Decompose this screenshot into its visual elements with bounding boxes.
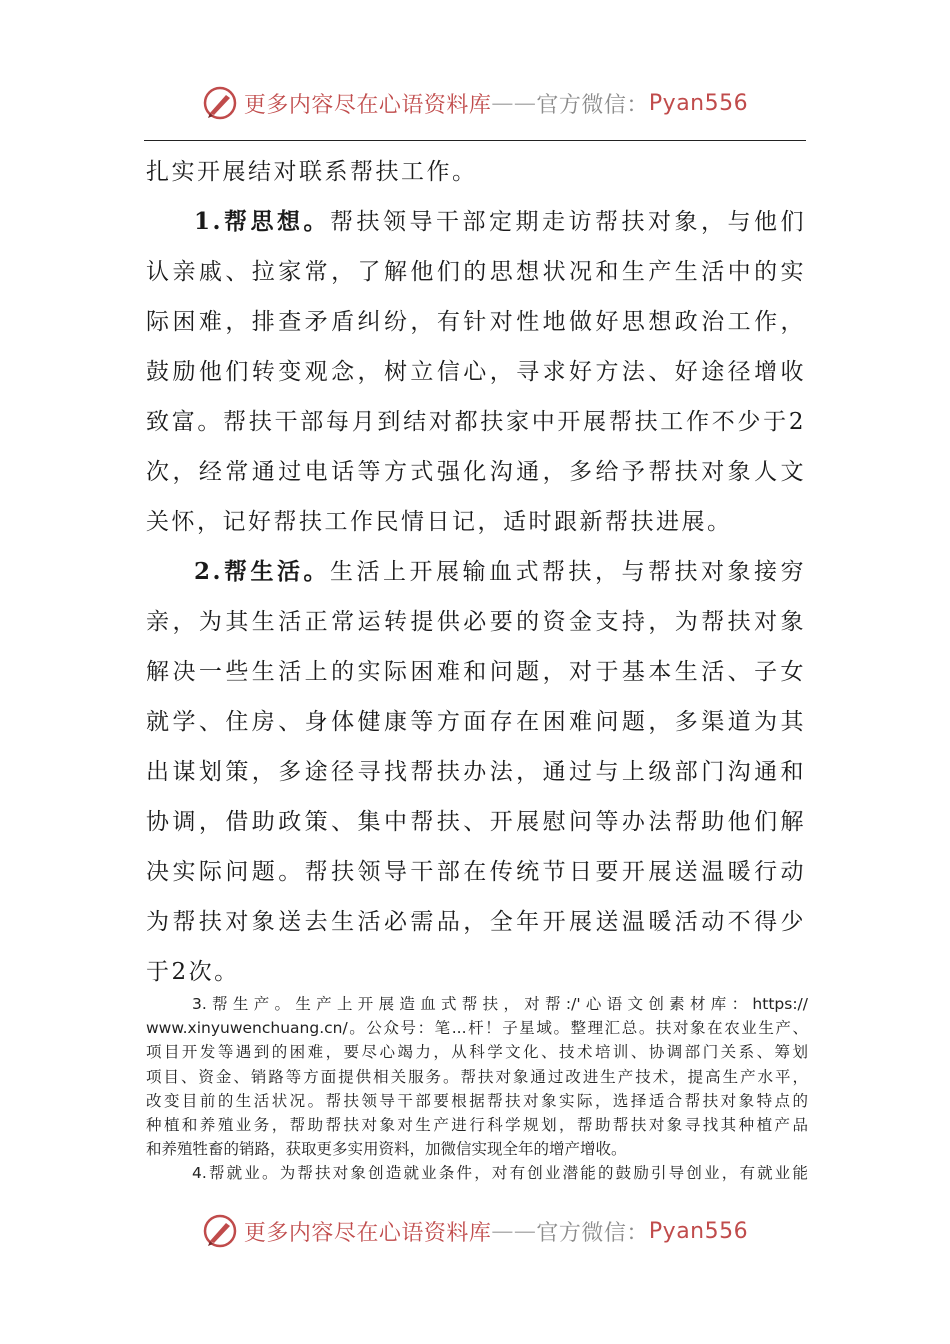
pen-logo-icon xyxy=(202,85,238,121)
header-rule xyxy=(144,140,806,141)
section3-line: 和养殖牲畜的销路，获取更多实用资料，加微信实现全年的增产增收。 xyxy=(146,1140,627,1159)
section3-line: 项目开发等遇到的困难，要尽心竭力，从科学文化、技术培训、协调部门关系、筹划 xyxy=(146,1043,808,1062)
section2-line: 就学、住房、身体健康等方面存在困难问题，多渠道为其 xyxy=(146,709,806,735)
section2-line: 解决一些生活上的实际困难和问题，对于基本生活、子女 xyxy=(146,659,806,685)
section1-line: 关怀，记好帮扶工作民情日记，适时跟新帮扶进展。 xyxy=(146,509,733,535)
banner-dash: —— xyxy=(491,1218,537,1244)
banner-wechat-label: 官方微信： xyxy=(536,1220,649,1246)
banner-dash: —— xyxy=(491,90,537,116)
banner-text: 更多内容尽在心语资料库 xyxy=(243,92,492,118)
banner-text: 更多内容尽在心语资料库 xyxy=(243,1220,492,1246)
section2-line: 出谋划策，多途径寻找帮扶办法，通过与上级部门沟通和 xyxy=(146,759,806,785)
section2-line: 决实际问题。帮扶领导干部在传统节日要开展送温暖行动 xyxy=(146,859,806,885)
footer-banner xyxy=(0,1206,950,1256)
section1-line: 致富。帮扶干部每月到结对都扶家中开展帮扶工作不少于2 xyxy=(146,409,806,435)
section1-first-line xyxy=(146,197,806,247)
section1-line: 次，经常通过电话等方式强化沟通，多给予帮扶对象人文 xyxy=(146,459,806,485)
pen-logo-icon xyxy=(202,1213,238,1249)
section2-line: 为帮扶对象送去生活必需品，全年开展送温暖活动不得少 xyxy=(146,909,806,935)
section1-line: 际困难，排查矛盾纠纷，有针对性地做好思想政治工作， xyxy=(146,309,806,335)
section1-line: 帮扶领导干部定期走访帮扶对象，与他们 xyxy=(330,209,807,235)
section4-line: 4.帮就业。为帮扶对象创造就业条件，对有创业潜能的鼓励引导创业，有就业能 xyxy=(192,1164,808,1183)
section2-line: 生活上开展输血式帮扶，与帮扶对象接穷 xyxy=(330,559,807,585)
section3-line: 3.帮生产。生产上开展造血式帮扶，对帮:/'心语文创素材库：https:// xyxy=(192,995,808,1013)
header-banner xyxy=(0,78,950,128)
section1-line: 认亲戚、拉家常，了解他们的思想状况和生产生活中的实 xyxy=(146,259,806,285)
body-text xyxy=(146,147,806,997)
section2-line: 于2次。 xyxy=(146,959,240,985)
section2-heading: 2.帮生活。 xyxy=(194,558,331,585)
section1-heading: 1.帮思想。 xyxy=(194,208,331,235)
intro-line: 扎实开展结对联系帮扶工作。 xyxy=(146,159,478,185)
section2-line: 亲，为其生活正常运转提供必要的资金支持，为帮扶对象 xyxy=(146,609,806,635)
section3-line: 种植和养殖业务，帮助帮扶对象对生产进行科学规划，帮助帮扶对象寻找其种植产品 xyxy=(146,1115,808,1134)
section1-line: 鼓励他们转变观念，树立信心，寻求好方法、好途径增收 xyxy=(146,359,806,385)
section3-line: 项目、资金、销路等方面提供相关服务。帮扶对象通过改进生产技术，提高生产水平， xyxy=(146,1067,808,1086)
section2-line: 协调，借助政策、集中帮扶、开展慰问等办法帮助他们解 xyxy=(146,809,806,835)
banner-wechat-id: Pyan556 xyxy=(648,90,749,116)
section3-line: www.xinyuwenchuang.cn/。公众号：笔...杆！子星域。整理汇总。扶对象在农业生产、 xyxy=(146,1019,808,1038)
banner-wechat-id: Pyan556 xyxy=(648,1218,749,1244)
small-text-block xyxy=(146,992,808,1186)
section2-first-line xyxy=(146,547,806,597)
section3-line: 改变目前的生活状况。帮扶领导干部要根据帮扶对象实际，选择适合帮扶对象特点的 xyxy=(146,1091,808,1110)
banner-wechat-label: 官方微信： xyxy=(536,92,649,118)
